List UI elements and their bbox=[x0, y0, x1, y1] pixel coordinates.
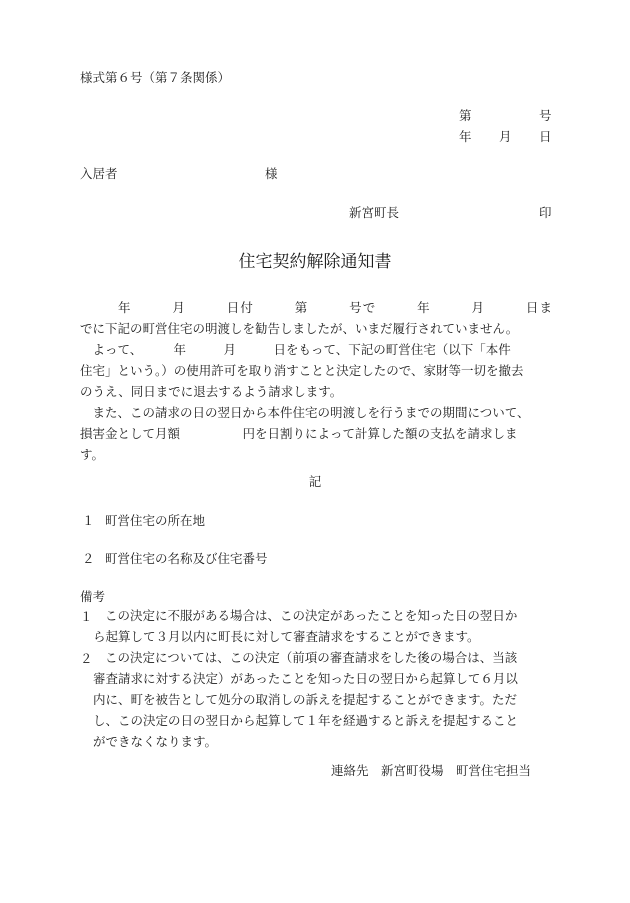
body-line: でに下記の町営住宅の明渡しを勧告しましたが、いまだ履行されていません。 bbox=[80, 321, 519, 336]
doc-number-dai: 第 bbox=[459, 108, 472, 123]
document-title: 住宅契約解除通知書 bbox=[238, 252, 392, 272]
item-text: 町営住宅の名称及び住宅番号 bbox=[105, 551, 268, 566]
body-line: 住宅」という。）の使用許可を取り消すことと決定したので、家財等一切を撤去 bbox=[80, 363, 524, 378]
item-number: ２ bbox=[82, 551, 95, 566]
body-line: す。 bbox=[80, 447, 105, 462]
note-line: 審査請求に対する決定）があったことを知った日の翌日から起算して６月以 bbox=[93, 671, 518, 686]
note-1 bbox=[93, 605, 553, 647]
form-label: 様式第６号（第７条関係） bbox=[80, 70, 231, 85]
contact-line: 連絡先 新宮町役場 町営住宅担当 bbox=[331, 763, 532, 778]
note-2 bbox=[93, 647, 553, 752]
issuer-name: 新宮町長 bbox=[349, 205, 400, 220]
body-paragraph-2 bbox=[80, 339, 552, 402]
note-line: ら起算して３月以内に町長に対して審査請求をすることができます。 bbox=[93, 629, 480, 644]
body-paragraph-3 bbox=[80, 402, 552, 465]
body-line: 年 月 日付 第 号で 年 月 日ま bbox=[118, 300, 552, 315]
doc-date-month: 月 bbox=[499, 129, 512, 144]
addressee-label: 入居者 bbox=[80, 166, 118, 181]
ki-heading: 記 bbox=[308, 474, 322, 489]
remarks-heading: 備考 bbox=[80, 589, 106, 604]
issuer-seal: 印 bbox=[539, 205, 552, 220]
body-line: のうえ、同日までに退去するよう請求します。 bbox=[80, 384, 343, 399]
item-text: 町営住宅の所在地 bbox=[105, 513, 206, 528]
doc-date-day: 日 bbox=[539, 129, 552, 144]
body-line: 損害金として月額 円を日割りによって計算した額の支払を請求しま bbox=[80, 426, 518, 441]
body-paragraph-1 bbox=[80, 297, 552, 339]
addressee-honorific: 様 bbox=[265, 166, 278, 181]
note-line: し、この決定の日の翌日から起算して１年を経過すると訴えを提起すること bbox=[93, 713, 519, 728]
note-line: ができなくなります。 bbox=[93, 734, 218, 749]
note-line: 内に、町を被告として処分の取消しの訴えを提起することができます。ただ bbox=[93, 692, 518, 707]
body-line: よって、 年 月 日をもって、下記の町営住宅（以下「本件 bbox=[80, 342, 511, 357]
doc-date-year: 年 bbox=[459, 129, 472, 144]
body-line: また、この請求の日の翌日から本件住宅の明渡しを行うまでの期間について、 bbox=[80, 405, 530, 420]
item-number: １ bbox=[82, 513, 95, 528]
note-number: ２ bbox=[80, 651, 93, 666]
note-line: この決定については、この決定（前項の審査請求をした後の場合は、当該 bbox=[105, 650, 518, 665]
note-line: この決定に不服がある場合は、この決定があったことを知った日の翌日か bbox=[105, 608, 518, 623]
note-number: １ bbox=[80, 609, 93, 624]
doc-number-go: 号 bbox=[539, 108, 552, 123]
